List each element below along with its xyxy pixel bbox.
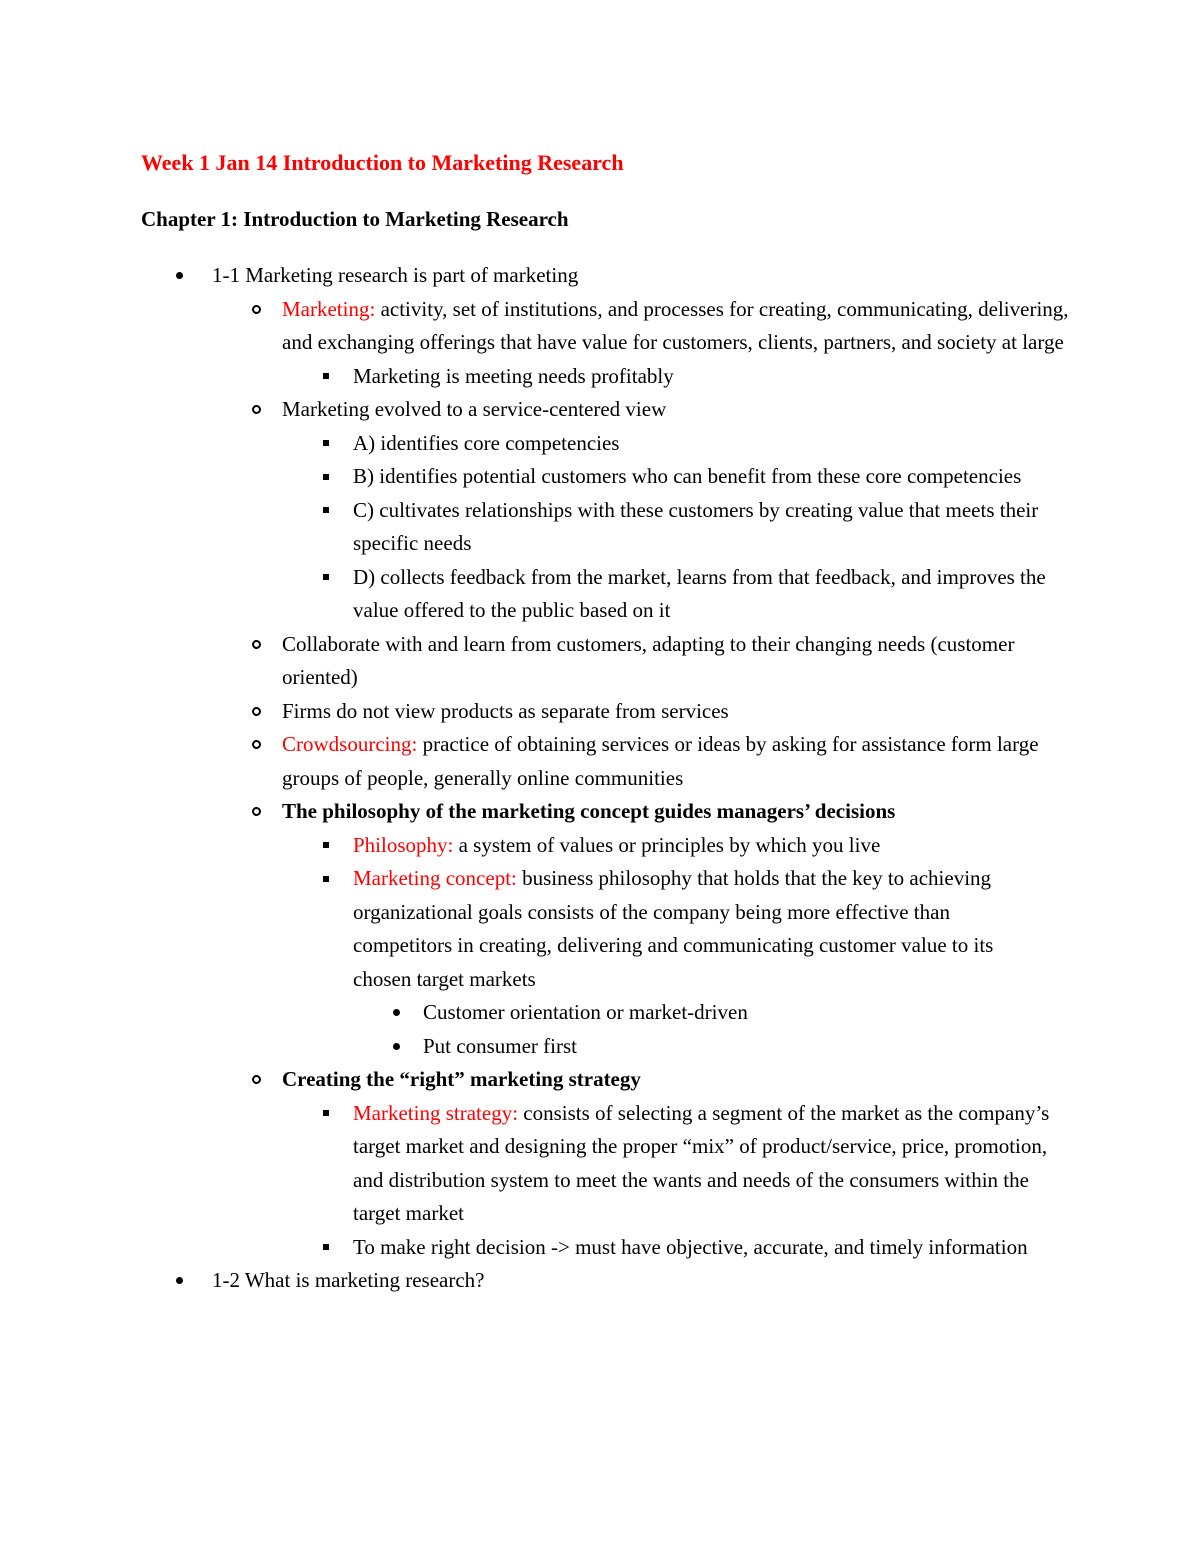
list-item-text: D) collects feedback from the market, learns from that feedback, and improves the value offered to the public based on it	[353, 564, 1046, 622]
ring-bullet-icon	[249, 695, 263, 729]
page-title: Week 1 Jan 14 Introduction to Marketing Research	[141, 150, 624, 175]
definition-text: activity, set of institutions, and processes for creating, communicating, delivering, and exchanging offerings that have value for customers, clients, partners, and society at large	[282, 296, 1069, 354]
list-item-text: C) cultivates relationships with these customers by creating value that meets their specific needs	[353, 497, 1039, 555]
square-bullet-icon	[319, 360, 333, 394]
list-item	[353, 1231, 1053, 1265]
list-item	[282, 293, 1072, 360]
list-item	[282, 393, 1072, 427]
square-bullet-icon	[319, 494, 333, 528]
list-item	[282, 1063, 1072, 1097]
list-item-text: Marketing evolved to a service-centered view	[282, 397, 667, 421]
list-item	[353, 427, 1053, 461]
disc-bullet-icon	[172, 1264, 186, 1298]
list-item-text: Creating the “right” marketing strategy	[282, 1067, 641, 1091]
list-item	[282, 695, 1072, 729]
definition-text: practice of obtaining services or ideas by asking for assistance form large groups of people, generally online communities	[282, 732, 1039, 790]
ring-bullet-icon	[249, 795, 263, 829]
list-item	[353, 561, 1053, 628]
ring-bullet-icon	[249, 293, 263, 327]
list-item	[282, 628, 1072, 695]
notes-outline	[0, 259, 1200, 1298]
list-item	[212, 1264, 1052, 1298]
chapter-heading: Chapter 1: Introduction to Marketing Research	[141, 207, 569, 231]
list-item-text	[353, 1097, 1053, 1231]
disc-bullet-icon	[389, 1030, 403, 1064]
list-item	[282, 728, 1072, 795]
list-item	[423, 996, 1063, 1030]
list-item-text: B) identifies potential customers who can benefit from these core competencies	[353, 464, 1022, 488]
list-item-text	[282, 293, 1072, 360]
list-item-text: Collaborate with and learn from customers, adapting to their changing needs (customer oriented)	[282, 631, 1015, 689]
square-bullet-icon	[319, 561, 333, 595]
list-item-text	[353, 862, 1053, 996]
list-item	[353, 862, 1053, 996]
list-item-text	[282, 728, 1072, 795]
ring-bullet-icon	[249, 728, 263, 762]
list-item	[353, 494, 1053, 561]
list-item-text: Put consumer first	[423, 1033, 577, 1058]
list-item	[212, 259, 1052, 293]
square-bullet-icon	[319, 862, 333, 896]
list-item-text: Marketing is meeting needs profitably	[353, 363, 674, 388]
definition-text: a system of values or principles by which you live	[453, 832, 881, 857]
list-item	[353, 360, 1053, 394]
list-item	[423, 1030, 1063, 1064]
list-item-text: A) identifies core competencies	[353, 430, 620, 455]
disc-bullet-icon	[172, 259, 186, 293]
list-item-text	[353, 829, 1053, 863]
list-item-text: 1-1 Marketing research is part of marketing	[212, 263, 579, 287]
defined-term: Marketing concept:	[353, 866, 517, 890]
ring-bullet-icon	[249, 393, 263, 427]
defined-term: Crowdsourcing:	[282, 732, 418, 756]
list-item	[353, 460, 1053, 494]
defined-term: Philosophy:	[353, 832, 454, 857]
square-bullet-icon	[319, 1097, 333, 1131]
list-item	[353, 1097, 1053, 1231]
defined-term: Marketing strategy:	[353, 1100, 519, 1125]
definition-text: business philosophy that holds that the key to achieving organizational goals consists of the company being more effective than competitors in creating, delivering and communicating customer value to its chosen target markets	[353, 866, 994, 991]
ring-bullet-icon	[249, 1063, 263, 1097]
square-bullet-icon	[319, 460, 333, 494]
disc-bullet-icon	[389, 996, 403, 1030]
list-item	[282, 795, 1072, 829]
ring-bullet-icon	[249, 628, 263, 662]
list-item	[353, 829, 1053, 863]
square-bullet-icon	[319, 1231, 333, 1265]
list-item-text: The philosophy of the marketing concept guides managers’ decisions	[282, 799, 896, 823]
square-bullet-icon	[319, 829, 333, 863]
list-item-text: 1-2 What is marketing research?	[212, 1268, 485, 1292]
list-item-text: Firms do not view products as separate from services	[282, 698, 729, 723]
definition-text: consists of selecting a segment of the market as the company’s target market and designing the proper “mix” of product/service, price, promotion, and distribution system to meet the wants and needs of the consumers within the target market	[353, 1100, 1050, 1225]
defined-term: Marketing:	[282, 296, 376, 321]
list-item-text: To make right decision -> must have objective, accurate, and timely information	[353, 1234, 1028, 1259]
square-bullet-icon	[319, 427, 333, 461]
list-item-text: Customer orientation or market-driven	[423, 1000, 748, 1024]
